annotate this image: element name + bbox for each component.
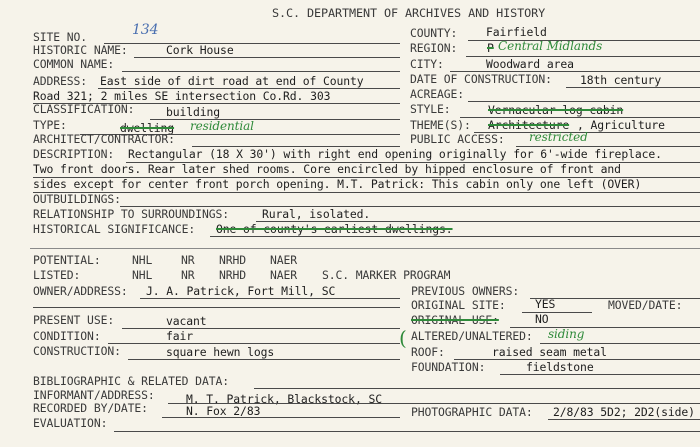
site-no-label: SITE NO.: [33, 30, 88, 44]
themes-label: THEME(S):: [410, 118, 471, 132]
county-value: Fairfield: [486, 25, 547, 39]
original-site-label: ORIGINAL SITE:: [411, 298, 506, 312]
potential-naer: NAER: [270, 253, 298, 267]
address-line2: Road 321; 2 miles SE intersection Co.Rd. 303: [33, 89, 331, 103]
region-handwritten-value: Central Midlands: [498, 39, 603, 53]
altered-bracket-mark: (: [399, 326, 407, 350]
recorded-line: [162, 417, 400, 418]
significance-value: One of county's earliest dwellings.: [216, 222, 453, 236]
listed-nrhd: NRHD: [219, 268, 247, 282]
potential-label: POTENTIAL:: [33, 253, 101, 267]
historic-name-value: Cork House: [166, 43, 234, 57]
description-line2: Two front doors. Rear later shed rooms. Core encircled by hipped enclosure of front and: [33, 162, 621, 176]
city-value: Woodward area: [486, 57, 574, 71]
description-line3: sides except for center front porch opening. M.T. Patrick: This cabin only one left (OVER): [33, 177, 642, 191]
form-title: S.C. DEPARTMENT OF ARCHIVES AND HISTORY: [272, 6, 546, 20]
owner-label: OWNER/ADDRESS:: [33, 284, 128, 298]
construction-line: [128, 359, 400, 360]
acreage-label: ACREAGE:: [410, 87, 465, 101]
classification-label: CLASSIFICATION:: [33, 102, 135, 116]
significance-line: [210, 236, 700, 237]
listed-naer: NAER: [270, 268, 298, 282]
listed-nhl: NHL: [132, 268, 153, 282]
present-use-label: PRESENT USE:: [33, 313, 115, 327]
potential-nhl: NHL: [132, 253, 153, 267]
date-construction-value: 18th century: [580, 73, 662, 87]
listed-label: LISTED:: [33, 268, 81, 282]
foundation-line: [500, 374, 700, 375]
county-label: COUNTY:: [410, 26, 458, 40]
roof-label: ROOF:: [411, 345, 445, 359]
site-no-value: 134: [132, 22, 159, 38]
photographic-line: [548, 419, 700, 420]
relationship-value: Rural, isolated.: [262, 207, 371, 221]
significance-label: HISTORICAL SIGNIFICANCE:: [33, 222, 196, 236]
altered-value: siding: [548, 327, 585, 341]
owner-address-line2: [33, 307, 400, 308]
altered-line: [540, 343, 700, 344]
condition-line: [108, 343, 400, 344]
sc-marker-program-label: S.C. MARKER PROGRAM: [322, 268, 451, 282]
altered-label: ALTERED/UNALTERED:: [411, 329, 533, 343]
city-label: CITY:: [410, 57, 444, 71]
evaluation-line: [114, 431, 700, 432]
style-value: Vernacular log cabin: [488, 103, 624, 117]
public-access-label: PUBLIC ACCESS:: [410, 132, 505, 146]
moved-date-label: MOVED/DATE:: [608, 298, 683, 312]
historic-name-label: HISTORIC NAME:: [33, 43, 128, 57]
classification-value: building: [166, 105, 221, 119]
photographic-value: 2/8/83 5D2; 2D2(side): [553, 405, 695, 419]
condition-label: CONDITION:: [33, 329, 101, 343]
classification-line: [150, 119, 400, 120]
acreage-line: [468, 101, 700, 102]
address-label: ADDRESS:: [33, 74, 88, 88]
previous-owners-label: PREVIOUS OWNERS:: [411, 284, 520, 298]
theme-architecture-value: Architecture: [488, 118, 570, 132]
informant-value: M. T. Patrick, Blackstock, SC: [186, 392, 382, 406]
description-label: DESCRIPTION:: [33, 147, 115, 161]
theme-agriculture-value: , Agriculture: [577, 118, 665, 132]
relationship-label: RELATIONSHIP TO SURROUNDINGS:: [33, 207, 229, 221]
evaluation-label: EVALUATION:: [33, 416, 108, 430]
description-rule3: [33, 192, 700, 193]
original-site-value: YES: [535, 297, 556, 311]
listed-nr: NR: [181, 268, 195, 282]
original-use-value: NO: [535, 312, 549, 326]
potential-nrhd: NRHD: [219, 253, 247, 267]
present-use-value: vacant: [166, 314, 207, 328]
bibliographic-line: [254, 388, 700, 389]
type-label: TYPE:: [33, 118, 67, 132]
construction-value: square hewn logs: [166, 345, 275, 359]
condition-value: fair: [166, 329, 194, 343]
bibliographic-label: BIBLIOGRAPHIC & RELATED DATA:: [33, 374, 229, 388]
region-struck-value: P: [487, 41, 494, 55]
architect-label: ARCHITECT/CONTRACTOR:: [33, 132, 175, 146]
outbuildings-label: OUTBUILDINGS:: [33, 192, 121, 206]
public-access-value: restricted: [529, 130, 588, 144]
present-use-line: [122, 328, 400, 329]
construction-label: CONSTRUCTION:: [33, 344, 121, 358]
style-label: STYLE:: [410, 102, 451, 116]
region-label: REGION:: [410, 41, 458, 55]
common-name-line: [122, 71, 400, 72]
original-use-label: ORIGINAL USE:: [411, 313, 499, 327]
original-use-line: [510, 327, 700, 328]
type-handwritten-value: residential: [190, 119, 254, 133]
foundation-value: fieldstone: [526, 360, 594, 374]
date-construction-line: [566, 87, 700, 88]
owner-value: J. A. Patrick, Fort Mill, SC: [146, 284, 336, 298]
type-struck-value: dwelling: [120, 121, 175, 135]
recorded-label: RECORDED BY/DATE:: [33, 401, 148, 415]
common-name-label: COMMON NAME:: [33, 57, 115, 71]
original-site-line: [522, 312, 592, 313]
recorded-value: N. Fox 2/83: [186, 404, 261, 418]
photographic-label: PHOTOGRAPHIC DATA:: [411, 405, 533, 419]
roof-value: raised seam metal: [492, 345, 607, 359]
section-divider: [30, 248, 700, 249]
foundation-label: FOUNDATION:: [411, 360, 486, 374]
site-no-line: [104, 43, 400, 44]
owner-line: [140, 298, 400, 299]
historic-name-line: [134, 57, 400, 58]
informant-label: INFORMANT/ADDRESS:: [33, 388, 155, 402]
description-line1: Rectangular (18 X 30') with right end opening originally for 6'-wide fireplace.: [128, 147, 662, 161]
date-construction-label: DATE OF CONSTRUCTION:: [410, 72, 552, 86]
potential-nr: NR: [181, 253, 195, 267]
address-line1: East side of dirt road at end of County: [100, 74, 364, 88]
